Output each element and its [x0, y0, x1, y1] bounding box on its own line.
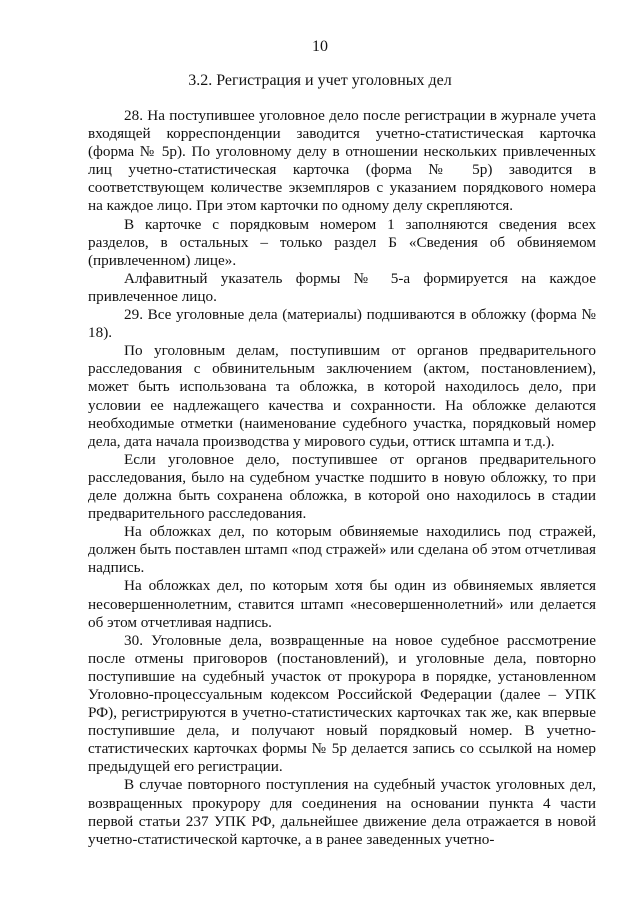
paragraph-new-cover: Если уголовное дело, поступившее от органов предварительного расследования, было на судебном участке подшито в новую обложку, то при деле должна быть сохранена обложка, в которой оно находилось в стадии предварительного расследования.: [88, 450, 596, 523]
paragraph-repeat-receipt: В случае повторного поступления на судебный участок уголовных дел, возвращенных прокурору для соединения на основании пункта 4 части первой статьи 237 УПК РФ, дальнейшее движение дела отражается в новой учетно-статистической карточке, а в ранее заведенных учетно-: [88, 776, 596, 848]
page-number: 10: [312, 38, 328, 55]
paragraph-28: 28. На поступившее уголовное дело после регистрации в журнале учета входящей корреспонденции заводится учетно-статистическая карточка (форма № 5р). По уголовному делу в отношении нескольких привлеченных лиц учетно-статистическая карточка (форма № 5р) заводится в соответствующем количестве экземпляров с указанием порядкового номера на каждое лицо. При этом карточки по одному делу скрепляются.: [88, 107, 596, 215]
paragraph-cover-reuse: По уголовным делам, поступившим от органов предварительного расследования с обвинительным заключением (актом, постановлением), может быть использована та обложка, в которой находилось дело, при условии ее надлежащего качества и сохранности. На обложке делаются необходимые отметки (наименование судебного участка, порядковый номер дела, дата начала производства у мирового судьи, оттиск штампа и т.д.).: [88, 342, 596, 450]
paragraph-29: 29. Все уголовные дела (материалы) подшиваются в обложку (форма № 18).: [88, 306, 596, 342]
paragraph-minor-stamp: На обложках дел, по которым хотя бы один из обвиняемых является несовершеннолетним, ставится штамп «несовершеннолетний» или делается об этом отчетливая надпись.: [88, 577, 596, 631]
paragraph-card-sections: В карточке с порядковым номером 1 заполняются сведения всех разделов, в остальных – только раздел Б «Сведения об обвиняемом (привлеченном) лице».: [88, 215, 596, 269]
section-title: 3.2. Регистрация и учет уголовных дел: [188, 72, 452, 89]
paragraph-alphabetical-index: Алфавитный указатель формы № 5-а формируется на каждое привлеченное лицо.: [88, 269, 596, 305]
paragraph-custody-stamp: На обложках дел, по которым обвиняемые находились под стражей, должен быть поставлен штамп «под стражей» или сделана об этом отчетливая надпись.: [88, 523, 596, 577]
document-body: [88, 107, 596, 849]
paragraph-30: 30. Уголовные дела, возвращенные на новое судебное рассмотрение после отмены приговоров (постановлений), и уголовные дела, повторно поступившие на судебный участок от прокурора в порядке, установленном Уголовно-процессуальным кодексом Российской Федерации (далее – УПК РФ), регистрируются в учетно-статистических карточках так же, как впервые поступившие дела, и получают новый порядковый номер. В учетно-статистических карточках формы № 5р делается запись со ссылкой на номер предыдущей его регистрации.: [88, 631, 596, 776]
